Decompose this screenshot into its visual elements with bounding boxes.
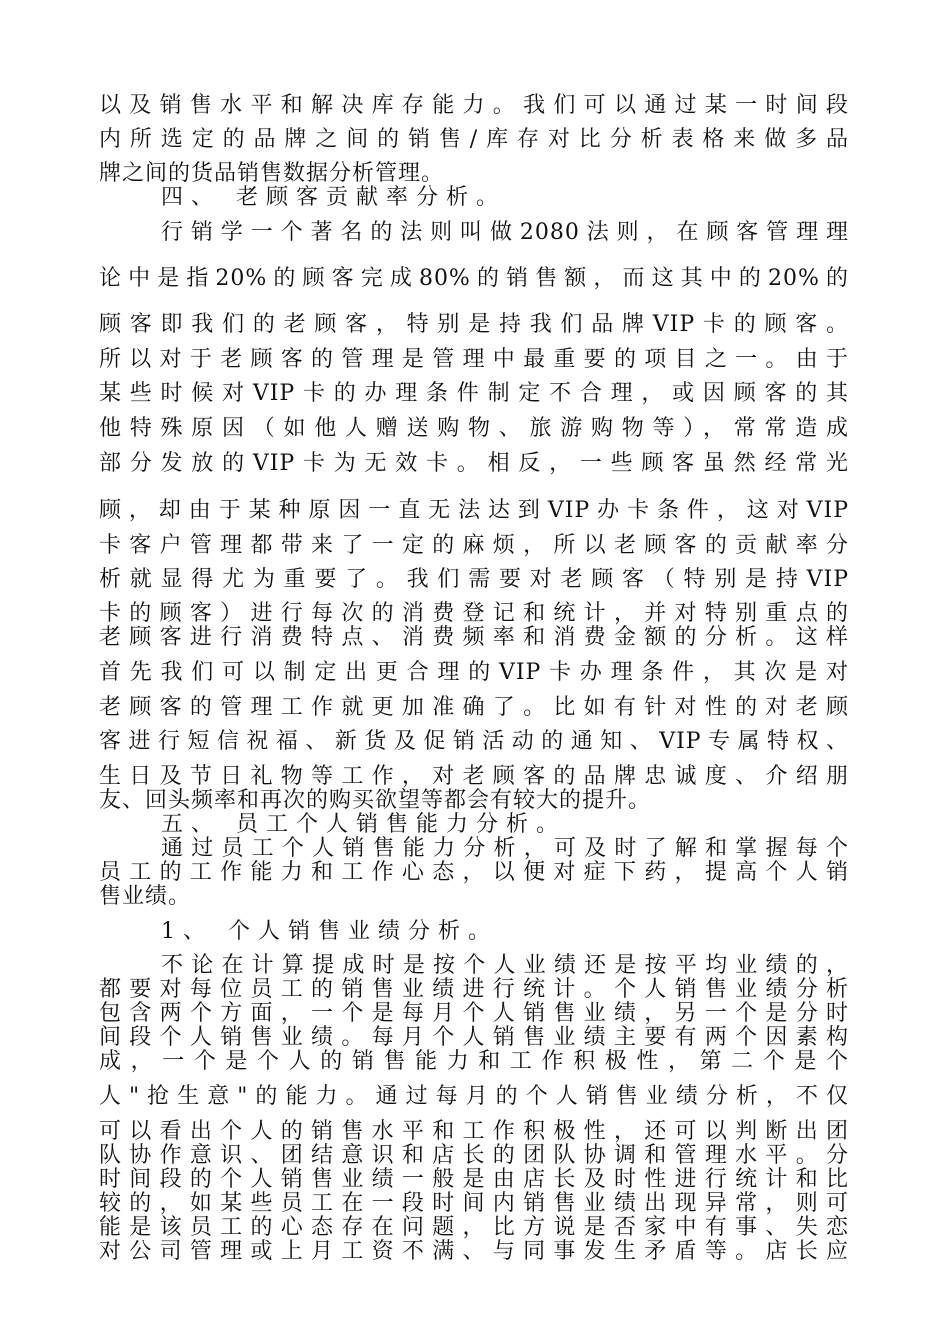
section-heading: 四、 老顾客贡献率分析。: [161, 185, 506, 210]
text-line: 牌之间的货品销售数据分析管理。: [99, 161, 445, 186]
text-line: 间段个人销售业绩。每月个人销售业绩主要有两个因素构: [99, 1025, 849, 1050]
text-line: 友、回头频率和再次的购买欲望等都会有较大的提升。: [99, 788, 652, 813]
text-line: 人"抢生意"的能力。通过每月的个人销售业绩分析，不仅: [99, 1084, 849, 1109]
text-line: 可以看出个人的销售水平和工作积极性，还可以判断出团: [99, 1119, 849, 1144]
text-line: 都要对每位员工的销售业绩进行统计。个人销售业绩分析: [99, 977, 849, 1002]
text-line: 能是该员工的心态存在问题，比方说是否家中有事、失恋: [99, 1215, 849, 1240]
text-line: 成，一个是个人的销售能力和工作积极性，第二个是个: [99, 1049, 849, 1074]
text-line: 时间段的个人销售业绩一般是由店长及时性进行统计和比: [99, 1167, 849, 1192]
text-line: 卡客户管理都带来了一定的麻烦，所以老顾客的贡献率分: [99, 533, 849, 558]
text-line: 较的，如某些员工在一段时间内销售业绩出现异常，则可: [99, 1191, 849, 1216]
text-line: 员工的工作能力和工作心态，以便对症下药，提高个人销: [99, 860, 849, 885]
text-line: 生日及节日礼物等工作，对老顾客的品牌忠诚度、介绍朋: [99, 764, 849, 789]
section-heading: 五、 员工个人销售能力分析。: [161, 812, 566, 837]
text-line: 首先我们可以制定出更合理的VIP卡办理条件，其次是对: [99, 660, 849, 685]
text-line: 以及销售水平和解决库存能力。我们可以通过某一时间段: [99, 93, 849, 118]
text-line: 某些时候对VIP卡的办理条件制定不合理，或因顾客的其: [99, 381, 849, 406]
text-line: 卡的顾客）进行每次的消费登记和统计，并对特别重点的: [99, 601, 849, 626]
text-line: 所以对于老顾客的管理是管理中最重要的项目之一。由于: [99, 347, 849, 372]
text-line: 他特殊原因（如他人赠送购物、旅游购物等），常常造成: [99, 416, 849, 441]
text-line: 析就显得尤为重要了。我们需要对老顾客（特别是持VIP: [99, 567, 849, 592]
text-line: 包含两个方面，一个是每月个人销售业绩，另一个是分时: [99, 1001, 849, 1026]
text-line: 论中是指20%的顾客完成80%的销售额，而这其中的20%的: [99, 266, 849, 291]
text-line: 不论在计算提成时是按个人业绩还是按平均业绩的，: [161, 953, 849, 978]
text-line: 内所选定的品牌之间的销售/库存对比分析表格来做多品: [99, 127, 849, 152]
text-line: 顾，却由于某种原因一直无法达到VIP办卡条件，这对VIP: [99, 498, 849, 523]
text-line: 老顾客的管理工作就更加准确了。比如有针对性的对老顾: [99, 695, 849, 720]
text-line: 售业绩。: [99, 884, 192, 909]
text-line: 对公司管理或上月工资不满、与同事发生矛盾等。店长应: [99, 1239, 849, 1264]
text-line: 通过员工个人销售能力分析，可及时了解和掌握每个: [161, 836, 849, 861]
text-line: 队协作意识、团结意识和店长的团队协调和管理水平。分: [99, 1143, 849, 1168]
text-line: 顾客即我们的老顾客，特别是持我们品牌VIP卡的顾客。: [99, 312, 849, 337]
text-line: 老顾客进行消费特点、消费频率和消费金额的分析。这样: [99, 625, 849, 650]
subsection-heading: 1、 个人销售业绩分析。: [161, 919, 498, 944]
text-line: 行销学一个著名的法则叫做2080法则，在顾客管理理: [161, 220, 849, 245]
text-line: 部分发放的VIP卡为无效卡。相反，一些顾客虽然经常光: [99, 451, 849, 476]
text-line: 客进行短信祝福、新货及促销活动的通知、VIP专属特权、: [99, 729, 849, 754]
